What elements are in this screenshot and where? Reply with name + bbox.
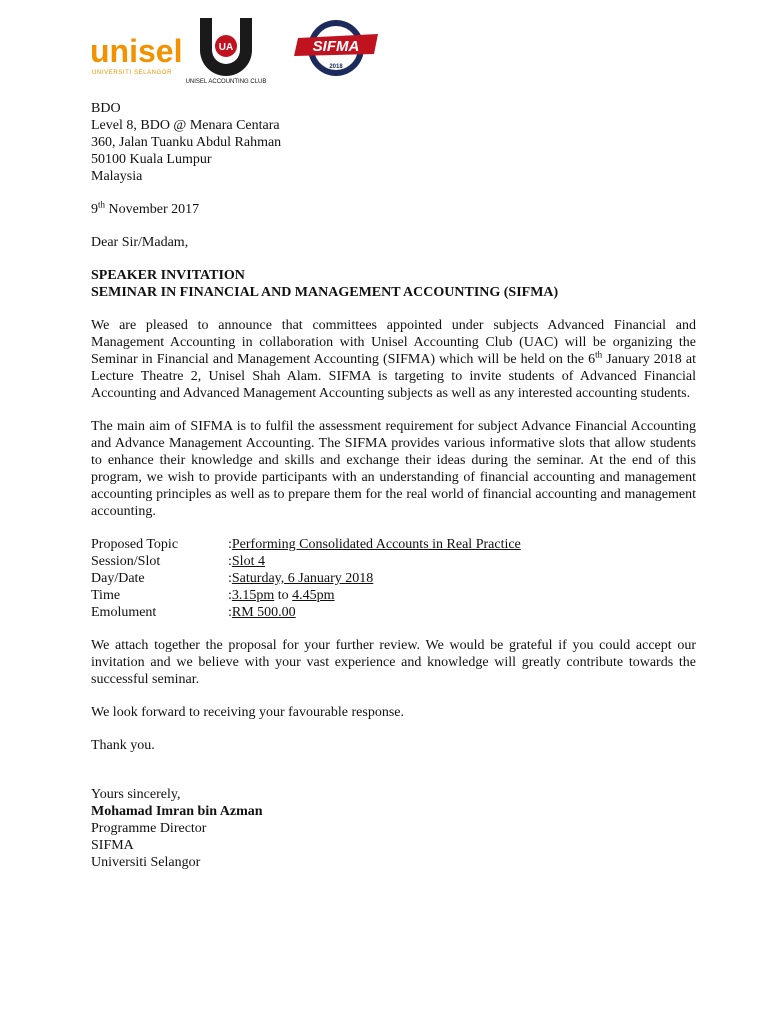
detail-value: Performing Consolidated Accounts in Real Practice [231,537,521,552]
signatory-name: Mohamad Imran bin Azman [91,804,263,819]
address-line: BDO [91,101,121,116]
address-line: Malaysia [91,169,143,184]
heading-invitation: SPEAKER INVITATION [91,268,245,283]
recipient-address [91,100,696,185]
detail-row-session: Session/Slot : Slot 4 [91,554,265,569]
paragraph-proposal: We attach together the proposal for your further review. We would be grateful if you could accept our invitation and we believe with your vast experience and knowledge will greatly contribute towards the successful seminar. [91,638,696,687]
detail-value: Slot 4 [231,554,265,569]
uac-logo-caption: UNISEL ACCOUNTING CLUB [185,79,267,85]
address-line: 50100 Kuala Lumpur [91,152,212,167]
signatory-org: SIFMA [91,838,134,853]
unisel-logo-subtitle: UNIVERSITI SELANGOR [92,70,173,76]
letter-body [91,100,696,871]
detail-row-time: Time : 3.15pm to 4.45pm [91,588,335,603]
signatory-title: Programme Director [91,821,207,836]
detail-row-emolument: Emolument : RM 500.00 [91,605,296,620]
letter-date: 9th November 2017 [91,199,200,217]
detail-label: Session/Slot [91,554,161,569]
paragraph-announcement: We are pleased to announce that committees appointed under subjects Advanced Financial and Management Accounting in collaboration with Unisel Accounting Club (UAC) will be organizing the Seminar in Financial and Management Accounting (SIFMA) which will be held on the 6th January 2018 at Lecture Theatre 2, Unisel Shah Alam. SIFMA is targeting to invite students of Advanced Financial Accounting and Advanced Management Accounting subjects as well as any interested accounting students. [91,318,696,401]
uac-logo-monogram: UA [218,42,234,53]
signatory-university: Universiti Selangor [91,855,201,870]
detail-value: 4.45pm [292,588,335,603]
detail-row-date: Day/Date : Saturday, 6 January 2018 [91,571,374,586]
detail-value: RM 500.00 [231,605,296,620]
salutation: Dear Sir/Madam, [91,235,189,250]
detail-label: Time [91,588,121,603]
unisel-logo-wordmark: unisel [90,33,183,69]
unisel-logo [90,33,182,76]
header-logos [88,12,408,85]
thank-you: Thank you. [91,738,155,753]
sifma-logo-wordmark: SIFMA [312,38,360,55]
detail-label: Day/Date [91,571,145,586]
address-line: Level 8, BDO @ Menara Centara [91,118,280,133]
detail-value: 3.15pm [231,588,275,603]
detail-row-topic: Proposed Topic : Performing Consolidated Accounts in Real Practice [91,537,521,552]
paragraph-aim: The main aim of SIFMA is to fulfil the assessment requirement for subject Advance Financial Accounting and Advance Management Accounting. The SIFMA provides various informative slots that allow students to enhance their knowledge and skills and exchange their ideas during the seminar. At the end of this program, we wish to provide participants with an understanding of financial accounting and management accounting principles as well as to prepare them for the real world of financial accounting and management accounting. [91,419,696,519]
address-line: 360, Jalan Tuanku Abdul Rahman [91,135,282,150]
closing: Yours sincerely, [91,787,181,802]
detail-value: Saturday, 6 January 2018 [231,571,374,586]
event-details [91,536,696,621]
uac-logo [186,18,267,85]
sifma-logo [294,20,378,76]
detail-label: Emolument [91,605,157,620]
sifma-logo-year: 2018 [329,64,343,70]
paragraph-response: We look forward to receiving your favourable response. [91,705,404,720]
heading-seminar: SEMINAR IN FINANCIAL AND MANAGEMENT ACCOUNTING (SIFMA) [91,285,559,300]
detail-label: Proposed Topic [91,537,179,552]
